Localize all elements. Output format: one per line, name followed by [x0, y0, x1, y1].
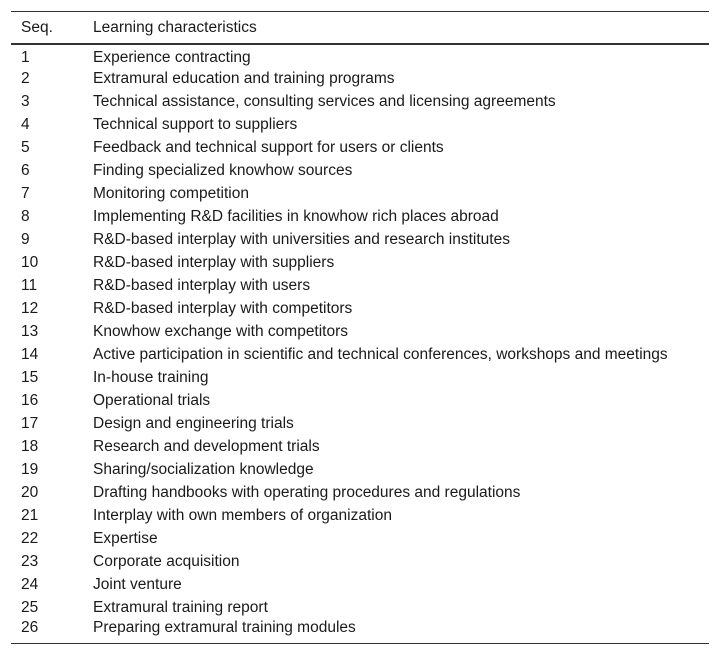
table-row [11, 458, 709, 481]
table-row [11, 412, 709, 435]
header-learning-characteristics: Learning characteristics [93, 18, 257, 36]
row-learning-characteristic: Sharing/socialization knowledge [93, 460, 314, 478]
row-learning-characteristic: Corporate acquisition [93, 552, 240, 570]
table-row [11, 527, 709, 550]
table-row [11, 205, 709, 228]
table-row [11, 182, 709, 205]
row-seq: 9 [21, 230, 30, 248]
row-seq: 4 [21, 115, 30, 133]
header-row [11, 12, 709, 45]
row-seq: 23 [21, 552, 39, 570]
learning-characteristics-table [11, 11, 709, 644]
row-learning-characteristic: Expertise [93, 529, 158, 547]
table-row [11, 67, 709, 90]
row-learning-characteristic: Active participation in scientific and technical conferences, workshops and meetings [93, 345, 668, 363]
row-seq: 2 [21, 69, 30, 87]
table-row [11, 44, 709, 67]
row-seq: 1 [21, 49, 30, 66]
table-row [11, 596, 709, 619]
row-seq: 25 [21, 598, 39, 616]
table-row [11, 113, 709, 136]
row-seq: 26 [21, 619, 39, 636]
table-row [11, 251, 709, 274]
row-learning-characteristic: Technical support to suppliers [93, 115, 298, 133]
table-row [11, 435, 709, 458]
row-seq: 24 [21, 575, 39, 593]
row-learning-characteristic: Finding specialized knowhow sources [93, 161, 353, 179]
row-seq: 16 [21, 391, 39, 409]
table-row [11, 320, 709, 343]
table-row [11, 136, 709, 159]
row-seq: 11 [21, 276, 38, 294]
row-learning-characteristic: Joint venture [93, 575, 182, 593]
row-learning-characteristic: Interplay with own members of organization [93, 506, 392, 524]
row-learning-characteristic: Knowhow exchange with competitors [93, 322, 349, 340]
row-learning-characteristic: Research and development trials [93, 437, 320, 455]
row-seq: 10 [21, 253, 39, 271]
table-row [11, 274, 709, 297]
row-seq: 13 [21, 322, 39, 340]
table-row [11, 481, 709, 504]
row-seq: 7 [21, 184, 30, 202]
row-learning-characteristic: In-house training [93, 368, 209, 386]
row-seq: 12 [21, 299, 39, 317]
table-row [11, 550, 709, 573]
row-learning-characteristic: Drafting handbooks with operating procedures and regulations [93, 483, 521, 501]
row-seq: 5 [21, 138, 30, 156]
row-seq: 21 [21, 506, 39, 524]
header-seq: Seq. [21, 18, 53, 36]
row-learning-characteristic: R&D-based interplay with users [93, 276, 311, 294]
row-seq: 19 [21, 460, 39, 478]
row-learning-characteristic: Feedback and technical support for users or clients [93, 138, 444, 156]
row-seq: 3 [21, 92, 30, 110]
row-learning-characteristic: Preparing extramural training modules [93, 619, 356, 636]
table-row [11, 297, 709, 320]
row-seq: 18 [21, 437, 39, 455]
row-learning-characteristic: R&D-based interplay with universities and research institutes [93, 230, 510, 248]
row-seq: 17 [21, 414, 39, 432]
table-header [11, 12, 709, 45]
row-seq: 15 [21, 368, 39, 386]
row-learning-characteristic: Experience contracting [93, 49, 251, 66]
learning-characteristics-table-container [11, 11, 709, 644]
row-learning-characteristic: Extramural education and training programs [93, 69, 395, 87]
table-row [11, 228, 709, 251]
table-row [11, 619, 709, 644]
table-row [11, 90, 709, 113]
table-row [11, 159, 709, 182]
row-learning-characteristic: Implementing R&D facilities in knowhow rich places abroad [93, 207, 499, 225]
row-learning-characteristic: Design and engineering trials [93, 414, 294, 432]
row-seq: 22 [21, 529, 39, 547]
row-learning-characteristic: Technical assistance, consulting services and licensing agreements [93, 92, 556, 110]
table-row [11, 343, 709, 366]
table-body [11, 44, 709, 644]
table-row [11, 366, 709, 389]
row-seq: 14 [21, 345, 39, 363]
table-row [11, 573, 709, 596]
row-learning-characteristic: Operational trials [93, 391, 211, 409]
table-row [11, 504, 709, 527]
row-learning-characteristic: R&D-based interplay with competitors [93, 299, 353, 317]
row-learning-characteristic: Extramural training report [93, 598, 268, 616]
row-seq: 6 [21, 161, 30, 179]
row-seq: 20 [21, 483, 39, 501]
row-learning-characteristic: Monitoring competition [93, 184, 249, 202]
row-seq: 8 [21, 207, 30, 225]
table-row [11, 389, 709, 412]
row-learning-characteristic: R&D-based interplay with suppliers [93, 253, 335, 271]
